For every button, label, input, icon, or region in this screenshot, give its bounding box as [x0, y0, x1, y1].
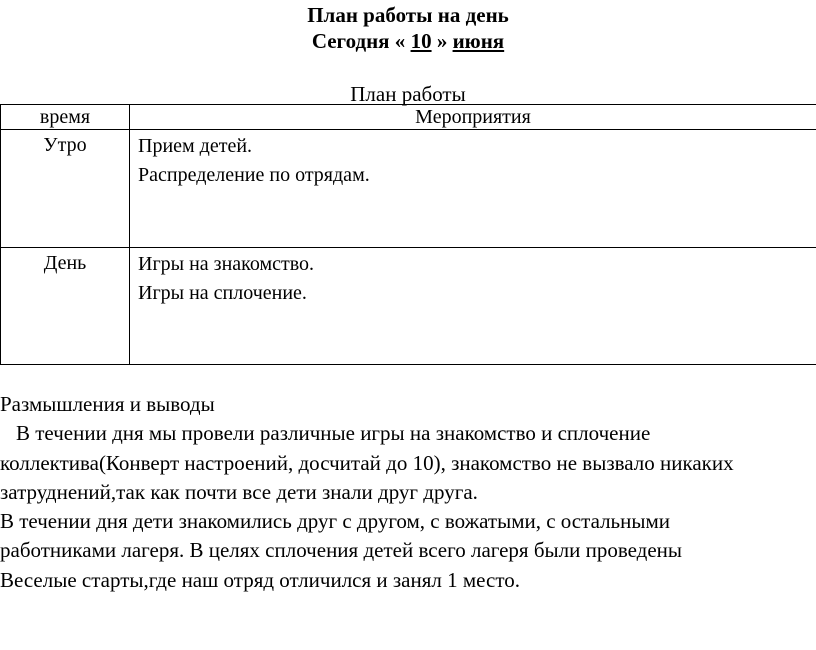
- date-mid: »: [436, 29, 448, 53]
- activities-cell: [130, 130, 816, 248]
- time-cell: Утро: [1, 130, 130, 248]
- column-header-time: время: [1, 105, 130, 130]
- table-row: [1, 248, 816, 365]
- column-header-activities: Мероприятия: [130, 105, 816, 130]
- time-cell: День: [1, 248, 130, 365]
- activity-item: Игры на сплочение.: [138, 282, 307, 304]
- date-line: [0, 28, 816, 54]
- activities-cell: [130, 248, 816, 365]
- document-title: План работы на день: [307, 3, 509, 27]
- table-header-row: [1, 105, 816, 130]
- plan-table: [0, 104, 816, 365]
- date-prefix: Сегодня «: [311, 29, 406, 53]
- reflection-line: Веселые старты,где наш отряд отличился и занял 1 место.: [0, 567, 520, 592]
- activity-item: Распределение по отрядам.: [138, 164, 370, 186]
- reflection-line: В течении дня дети знакомились друг с другом, с вожатыми, с остальными: [0, 509, 671, 534]
- date-month: июня: [452, 29, 505, 53]
- reflection-line: работниками лагеря. В целях сплочения детей всего лагеря были проведены: [0, 538, 683, 563]
- plan-label: План работы: [350, 82, 466, 106]
- reflection-heading: Размышления и выводы: [0, 392, 215, 416]
- reflection-section: [0, 390, 816, 595]
- table-row: [1, 130, 816, 248]
- date-day: 10: [410, 29, 432, 53]
- activity-item: Игры на знакомство.: [138, 253, 315, 275]
- activity-item: Прием детей.: [138, 135, 253, 157]
- reflection-line: затруднений,так как почти все дети знали друг друга.: [0, 479, 478, 504]
- reflection-line: В течении дня мы провели различные игры на знакомство и сплочение: [16, 421, 651, 446]
- reflection-line: коллектива(Конверт настроений, досчитай до 10), знакомство не вызвало никаких: [0, 450, 734, 475]
